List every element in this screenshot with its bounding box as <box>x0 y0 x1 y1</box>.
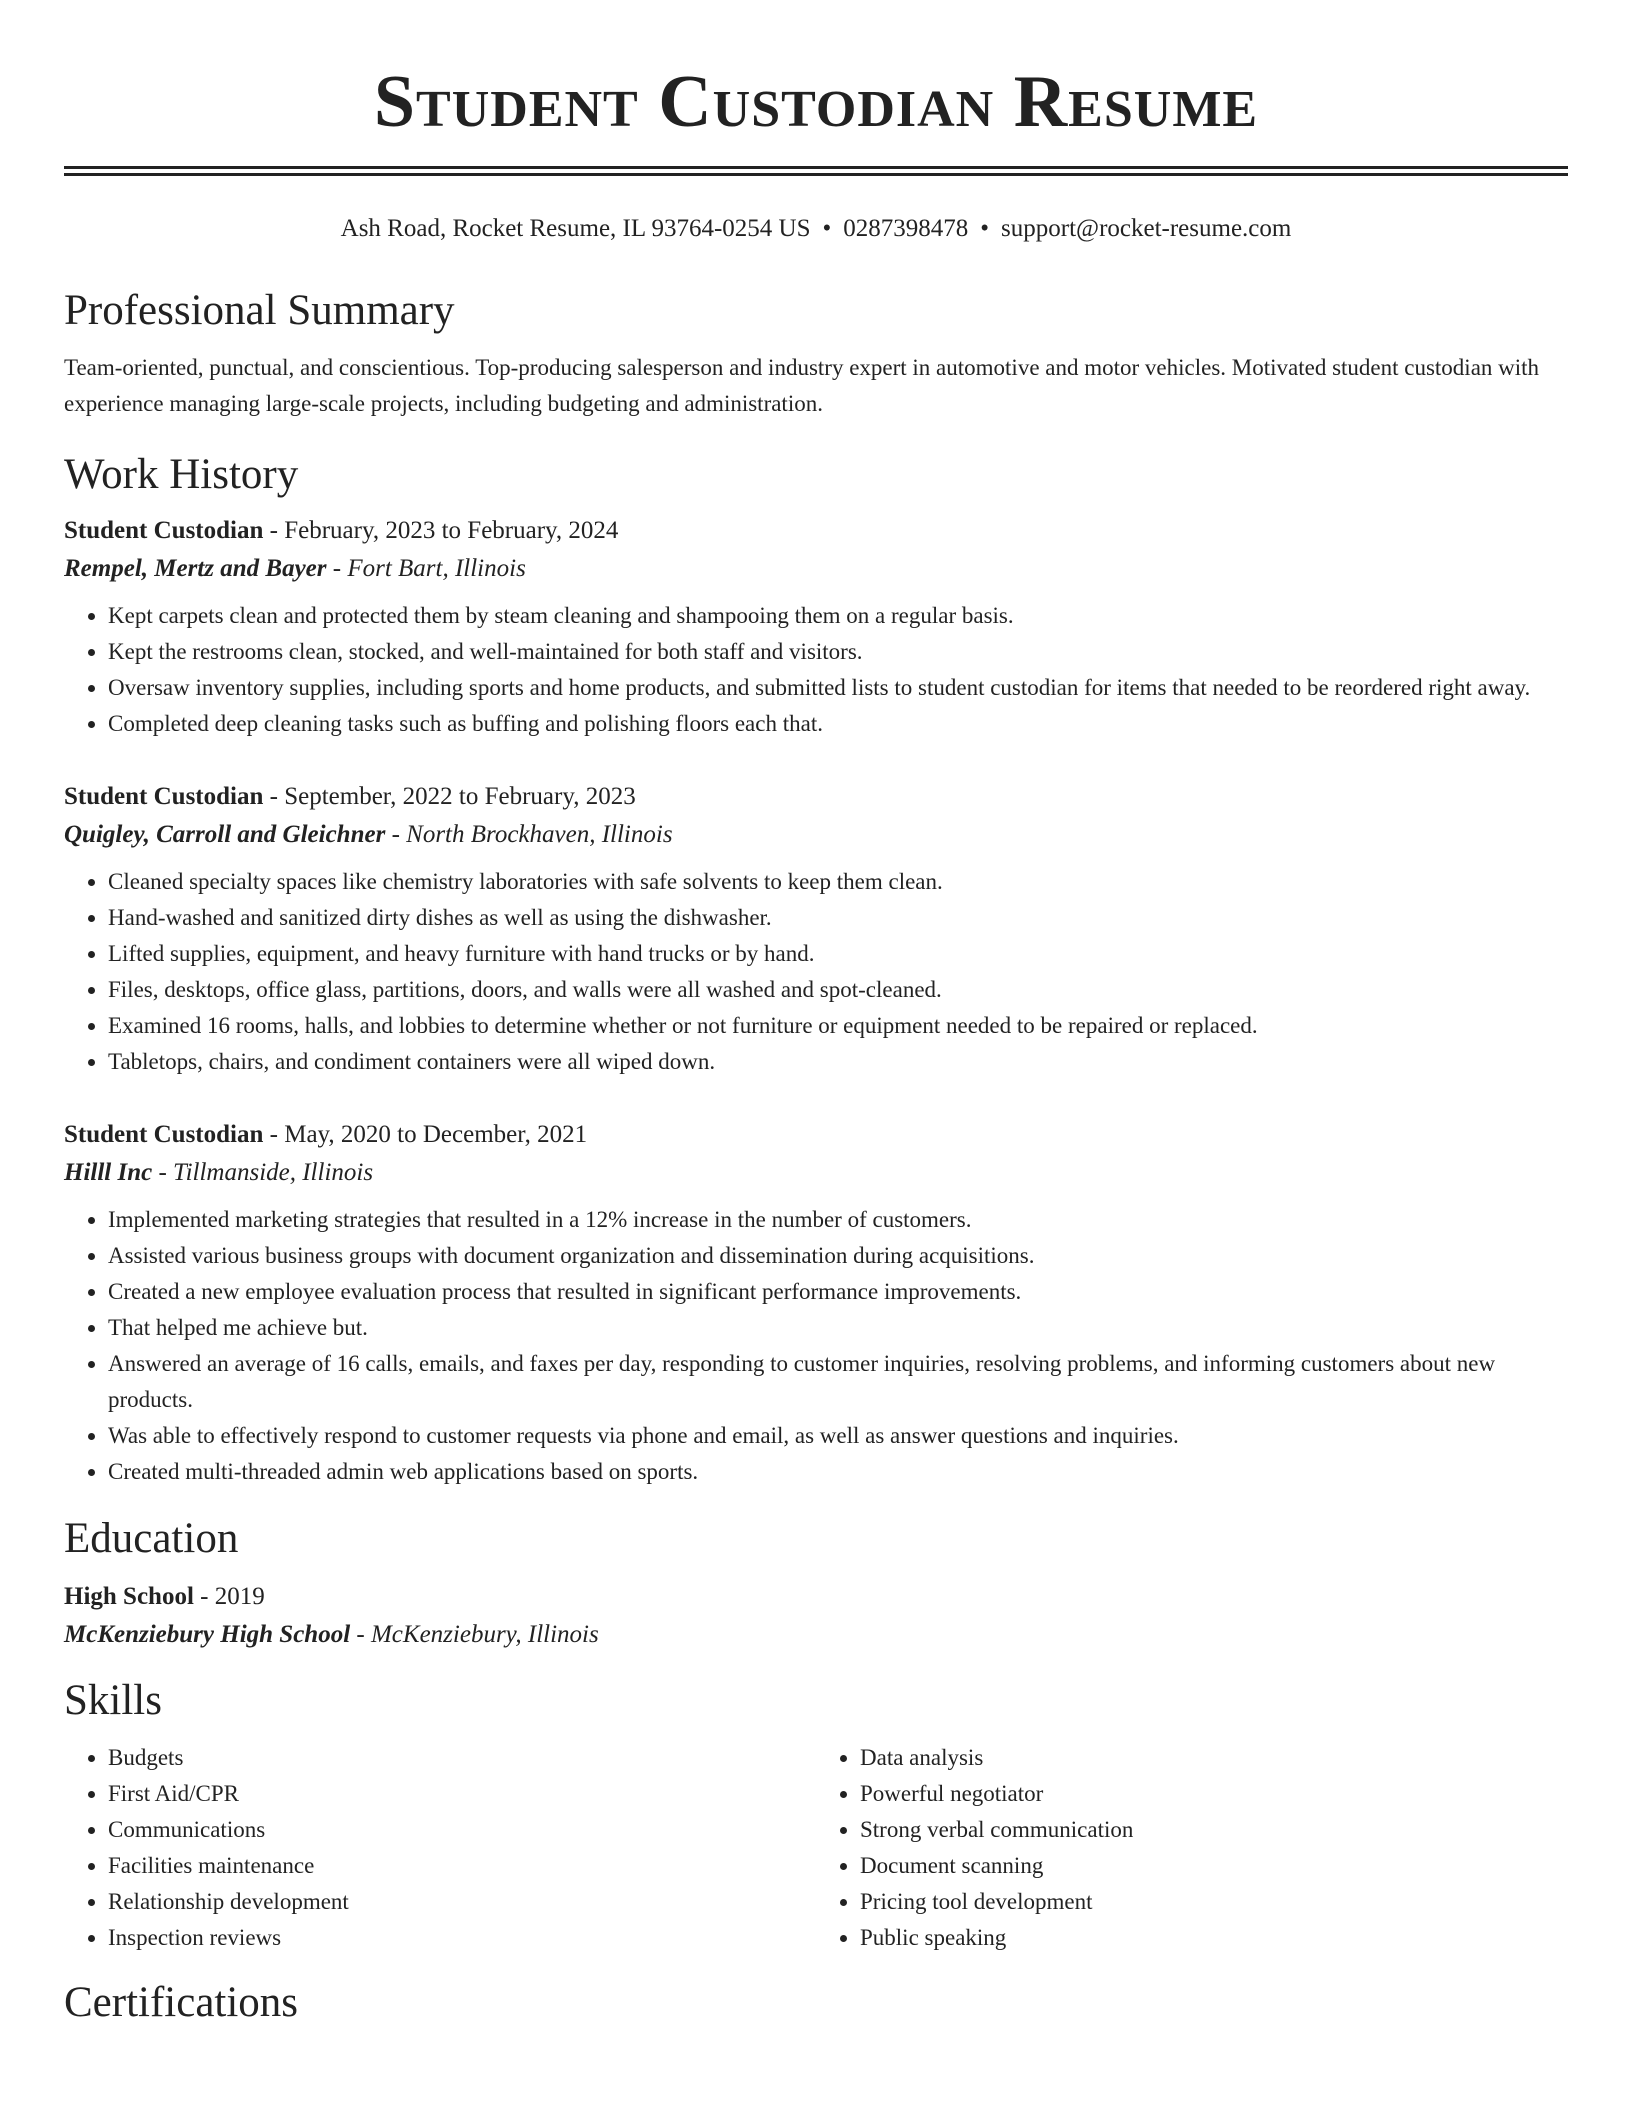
job-bullet: • Completed deep cleaning tasks such as buffing and polishing floors each that. <box>108 706 1568 742</box>
skill-item: • Facilities maintenance <box>108 1848 816 1884</box>
title-divider <box>64 166 1568 176</box>
job-bullet: • That helped me achieve but. <box>108 1310 1568 1346</box>
employer-location: - North Brockhaven, Illinois <box>385 821 673 848</box>
education-entry <box>64 1578 1568 1654</box>
skill-item: • First Aid/CPR <box>108 1776 816 1812</box>
job-bullet: • Kept the restrooms clean, stocked, and well-maintained for both staff and visitors. <box>108 634 1568 670</box>
school-line <box>64 1616 1568 1654</box>
education-heading: Education <box>64 1515 239 1562</box>
employer-location: - Fort Bart, Illinois <box>326 555 526 582</box>
job-bullet: • Cleaned specialty spaces like chemistry laboratories with safe solvents to keep them clean. <box>108 864 1568 900</box>
job-dates: - September, 2022 to February, 2023 <box>263 783 636 810</box>
contact-separator: • <box>980 215 990 242</box>
education-section <box>64 1514 1568 1654</box>
skill-item: • Powerful negotiator <box>860 1776 1568 1812</box>
summary-heading: Professional Summary <box>64 287 455 334</box>
job-bullet: • Files, desktops, office glass, partitions, doors, and walls were all washed and spot-cleaned. <box>108 972 1568 1008</box>
degree: High School <box>64 1583 194 1610</box>
employer-name: Rempel, Mertz and Bayer <box>64 555 327 582</box>
job-dates: - February, 2023 to February, 2024 <box>263 517 619 544</box>
degree-line <box>64 1578 1568 1616</box>
job-title-line <box>64 778 1568 816</box>
job-entry <box>64 512 1568 742</box>
job-bullet: • Examined 16 rooms, halls, and lobbies to determine whether or not furniture or equipment needed to be repaired or replaced. <box>108 1008 1568 1044</box>
certifications-section <box>64 1978 1568 2028</box>
skill-item: • Pricing tool development <box>860 1884 1568 1920</box>
certifications-heading: Certifications <box>64 1979 299 2026</box>
skills-left-column <box>64 1740 816 1956</box>
job-bullets <box>64 598 1568 742</box>
skill-item: • Relationship development <box>108 1884 816 1920</box>
contact-line <box>64 212 1568 246</box>
skill-item: • Data analysis <box>860 1740 1568 1776</box>
contact-phone: 0287398478 <box>843 215 969 242</box>
job-bullets <box>64 1202 1568 1490</box>
job-bullet: • Lifted supplies, equipment, and heavy furniture with hand trucks or by hand. <box>108 936 1568 972</box>
job-bullet: • Kept carpets clean and protected them by steam cleaning and shampooing them on a regular basis. <box>108 598 1568 634</box>
job-dates: - May, 2020 to December, 2021 <box>263 1121 588 1148</box>
summary-section <box>64 286 1568 422</box>
employer-line <box>64 1154 1568 1192</box>
job-bullet: • Was able to effectively respond to customer requests via phone and email, as well as answer questions and inquiries. <box>108 1418 1568 1454</box>
contact-separator: • <box>822 215 832 242</box>
graduation-year: - 2019 <box>193 1583 265 1610</box>
work-history-section <box>64 450 1568 1490</box>
employer-line <box>64 816 1568 854</box>
contact-address: Ash Road, Rocket Resume, IL 93764-0254 US <box>340 215 811 242</box>
job-title: Student Custodian <box>64 517 264 544</box>
skill-item: • Document scanning <box>860 1848 1568 1884</box>
job-title-line <box>64 512 1568 550</box>
work-history-heading: Work History <box>64 451 299 498</box>
employer-line <box>64 550 1568 588</box>
skill-item: • Strong verbal communication <box>860 1812 1568 1848</box>
school-name: McKenziebury High School <box>64 1621 351 1648</box>
job-bullet: • Created multi-threaded admin web applications based on sports. <box>108 1454 1568 1490</box>
skills-right-column <box>816 1740 1568 1956</box>
skill-item: • Budgets <box>108 1740 816 1776</box>
skill-item: • Public speaking <box>860 1920 1568 1956</box>
job-bullets <box>64 864 1568 1080</box>
summary-text: Team-oriented, punctual, and conscientious. Top-producing salesperson and industry expert in automotive and motor vehicles. Motivated student custodian with experience managing large-scale projects, including budgeting and administration. <box>64 355 1540 416</box>
job-entry <box>64 1116 1568 1490</box>
job-bullet: • Assisted various business groups with document organization and dissemination during acquisitions. <box>108 1238 1568 1274</box>
employer-name: Quigley, Carroll and Gleichner <box>64 821 386 848</box>
job-bullet: • Oversaw inventory supplies, including sports and home products, and submitted lists to student custodian for items that needed to be reordered right away. <box>108 670 1568 706</box>
employer-name: Hilll Inc <box>64 1159 153 1186</box>
skill-item: • Inspection reviews <box>108 1920 816 1956</box>
job-entry <box>64 778 1568 1080</box>
job-bullet: • Hand-washed and sanitized dirty dishes as well as using the dishwasher. <box>108 900 1568 936</box>
resume-title: Student Custodian Resume <box>373 61 1259 143</box>
job-title-line <box>64 1116 1568 1154</box>
skill-item: • Communications <box>108 1812 816 1848</box>
job-bullet: • Implemented marketing strategies that resulted in a 12% increase in the number of customers. <box>108 1202 1568 1238</box>
job-bullet: • Answered an average of 16 calls, emails, and faxes per day, responding to customer inquiries, resolving problems, and informing customers about new products. <box>108 1346 1568 1418</box>
employer-location: - Tillmanside, Illinois <box>152 1159 374 1186</box>
job-title: Student Custodian <box>64 783 264 810</box>
skills-heading: Skills <box>64 1677 162 1724</box>
school-location: - McKenziebury, Illinois <box>350 1621 599 1648</box>
skills-columns <box>64 1740 1568 1956</box>
job-bullet: • Tabletops, chairs, and condiment containers were all wiped down. <box>108 1044 1568 1080</box>
contact-email: support@rocket-resume.com <box>1001 215 1292 242</box>
job-title: Student Custodian <box>64 1121 264 1148</box>
skills-section <box>64 1676 1568 1956</box>
job-bullet: • Created a new employee evaluation process that resulted in significant performance improvements. <box>108 1274 1568 1310</box>
